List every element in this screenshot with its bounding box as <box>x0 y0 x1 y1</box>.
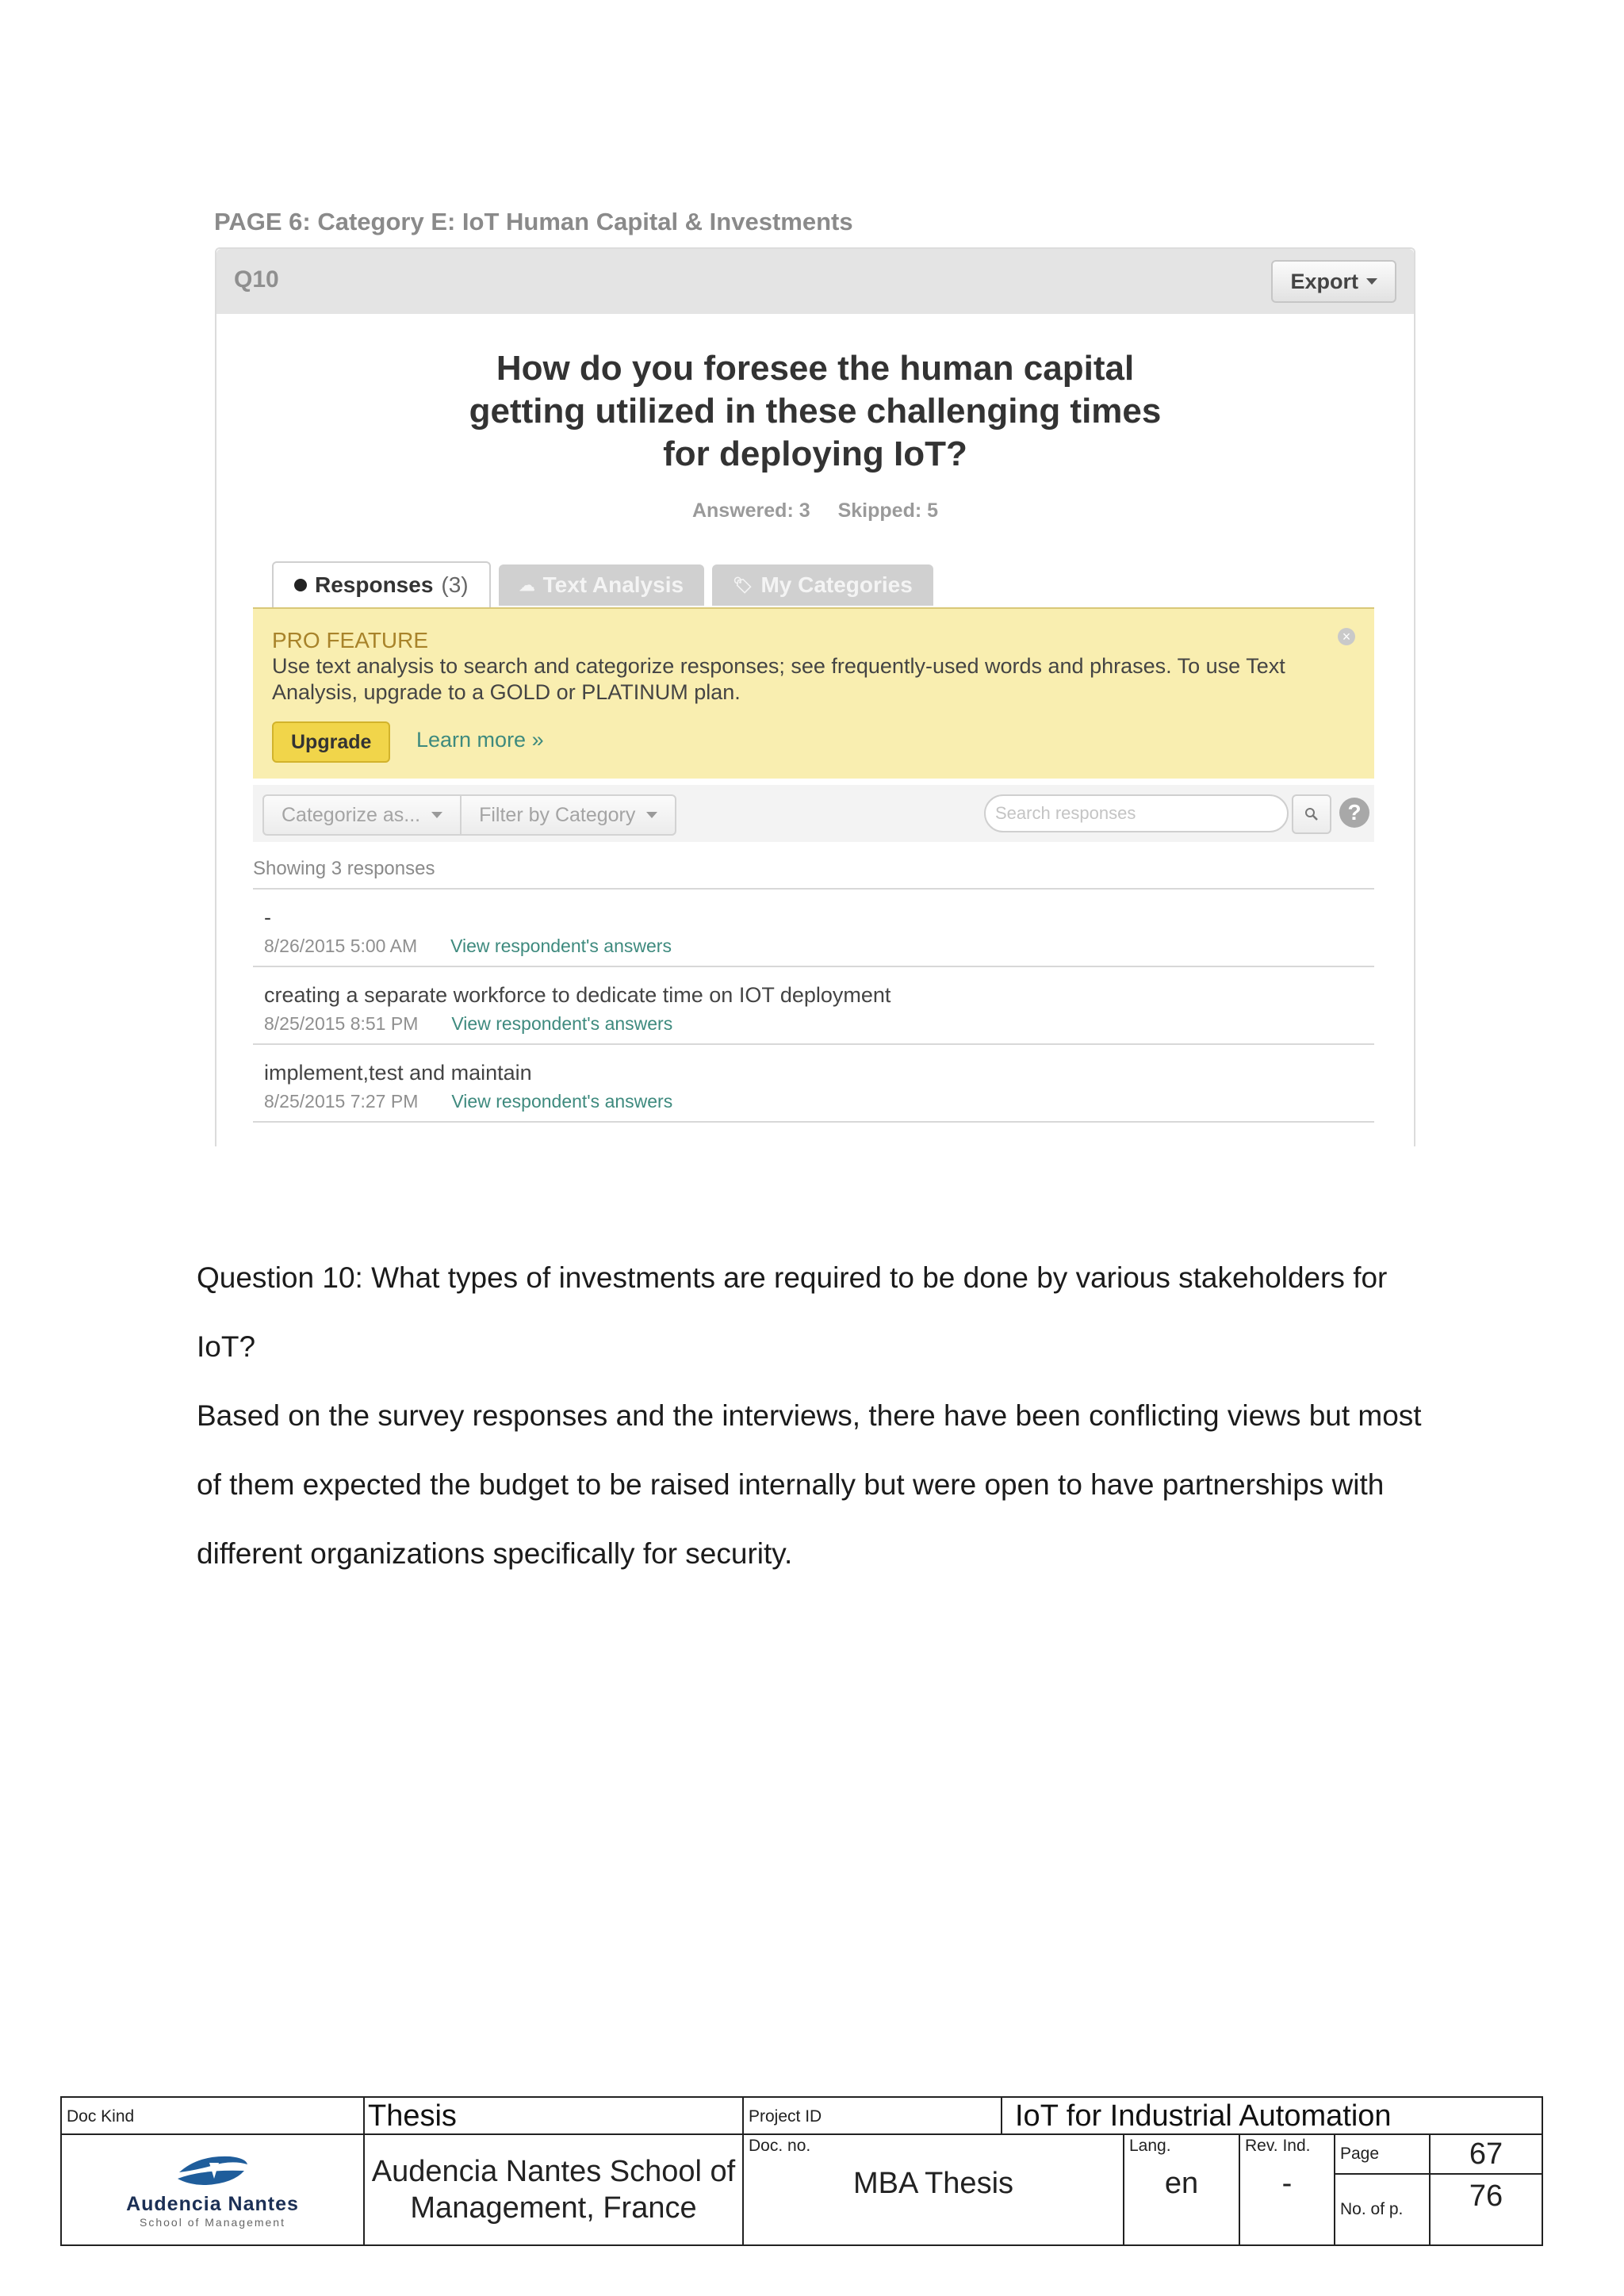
page-label: Page <box>1340 2145 1380 2163</box>
doc-kind-cell <box>61 2097 364 2134</box>
page-title: PAGE 6: Category E: IoT Human Capital & Investments <box>214 208 853 235</box>
logo-subtitle: School of Management <box>140 2215 285 2229</box>
filter-category-dropdown[interactable] <box>460 796 675 834</box>
search-icon <box>1304 807 1319 821</box>
doc-no-value: MBA Thesis <box>852 2167 1014 2200</box>
project-id-value: IoT for Industrial Automation <box>1015 2099 1392 2133</box>
panel-header <box>216 249 1414 314</box>
rev-value: - <box>1281 2167 1293 2200</box>
pages-value-cell <box>1430 2174 1542 2245</box>
doc-kind-value: Thesis <box>368 2099 457 2133</box>
chevron-down-icon <box>646 812 657 818</box>
tag-icon: 🏷 <box>733 576 753 595</box>
question-title <box>216 347 1414 476</box>
tab-label: My Categories <box>760 572 913 597</box>
response-date: 8/26/2015 5:00 AM <box>264 936 418 956</box>
page-number: 67 <box>1469 2137 1503 2171</box>
response-toolbar <box>253 785 1374 842</box>
tab-label: Responses <box>315 572 434 597</box>
help-icon[interactable]: ? <box>1339 798 1369 828</box>
pro-feature-text: Use text analysis to search and categorize responses; see frequently-used words and phrases. To use Text Analysis, upgrade to a GOLD or PLATINUM plan. <box>272 654 1285 704</box>
doc-kind-value-cell <box>364 2097 743 2134</box>
doc-kind-label: Doc Kind <box>67 2107 135 2126</box>
rev-label: Rev. Ind. <box>1245 2137 1311 2155</box>
cloud-icon: ☁ <box>519 576 535 595</box>
response-text: - <box>264 905 271 929</box>
chevron-down-icon <box>431 812 442 818</box>
page-label-cell <box>1335 2134 1430 2174</box>
pro-feature-banner <box>253 607 1374 779</box>
pages-label: No. of p. <box>1340 2200 1404 2218</box>
lang-value: en <box>1164 2167 1199 2200</box>
total-pages: 76 <box>1469 2179 1503 2213</box>
rev-cell <box>1239 2134 1335 2245</box>
question-title-text: How do you foresee the human capital getting utilized in these challenging times for deploying IoT? <box>469 349 1162 473</box>
project-id-label: Project ID <box>749 2107 822 2126</box>
body-text <box>197 1243 1450 1588</box>
audencia-logo <box>62 2152 363 2229</box>
export-button[interactable] <box>1271 260 1396 303</box>
search-button[interactable] <box>1292 794 1331 834</box>
response-stats <box>216 499 1414 522</box>
response-list <box>253 888 1374 1123</box>
page-value-cell <box>1430 2134 1542 2174</box>
survey-question-panel <box>215 247 1415 1146</box>
question-number: Q10 <box>234 266 279 293</box>
document-footer-table <box>60 2096 1543 2246</box>
doc-no-cell <box>743 2134 1124 2245</box>
filter-label: Filter by Category <box>479 803 636 826</box>
response-tabs <box>272 561 933 607</box>
learn-more-link[interactable]: Learn more » <box>416 728 544 752</box>
question-paragraph: Question 10: What types of investments are required to be done by various stakeholders for IoT? <box>197 1261 1388 1363</box>
logo-cell <box>61 2134 364 2245</box>
institution-cell <box>364 2134 743 2245</box>
pages-label-cell <box>1335 2174 1430 2245</box>
doc-no-label: Doc. no. <box>749 2137 811 2155</box>
answered-count: Answered: 3 <box>691 499 810 522</box>
close-icon[interactable]: × <box>1338 628 1355 645</box>
response-text: implement,test and maintain <box>264 1061 532 1085</box>
institution-name: Audencia Nantes School of Management, France <box>371 2155 736 2225</box>
response-date: 8/25/2015 8:51 PM <box>264 1013 419 1034</box>
categorize-label: Categorize as... <box>282 803 421 826</box>
tab-responses[interactable] <box>272 561 491 607</box>
logo-emblem-icon <box>174 2152 251 2188</box>
view-answers-link[interactable]: View respondent's answers <box>450 936 672 956</box>
view-answers-link[interactable]: View respondent's answers <box>451 1091 673 1112</box>
showing-count: Showing 3 responses <box>253 858 435 879</box>
tab-my-categories[interactable] <box>712 564 933 606</box>
response-date: 8/25/2015 7:27 PM <box>264 1091 419 1112</box>
chevron-down-icon <box>1366 278 1377 285</box>
list-item <box>253 1045 1374 1123</box>
export-label: Export <box>1290 269 1358 293</box>
response-text: creating a separate workforce to dedicate time on IOT deployment <box>264 983 891 1007</box>
project-id-value-cell <box>1002 2097 1542 2134</box>
tab-label: Text Analysis <box>542 572 684 597</box>
lang-label: Lang. <box>1129 2137 1171 2155</box>
view-answers-link[interactable]: View respondent's answers <box>451 1013 673 1034</box>
skipped-count: Skipped: 5 <box>837 499 939 522</box>
project-id-cell <box>743 2097 1002 2134</box>
bullet-icon <box>294 579 307 591</box>
tab-text-analysis[interactable] <box>499 564 704 606</box>
logo-name: Audencia Nantes <box>126 2192 299 2215</box>
tab-count: (3) <box>441 572 469 597</box>
list-item <box>253 890 1374 967</box>
answer-paragraph: Based on the survey responses and the interviews, there have been conflicting views but most of them expected the budget to be raised internally but were open to have partnerships with different organizations specifically for security. <box>197 1399 1422 1570</box>
response-meta <box>264 1091 672 1112</box>
pro-feature-title: PRO FEATURE <box>272 628 429 652</box>
response-meta <box>264 1013 672 1035</box>
filter-group <box>262 794 676 836</box>
search-input[interactable] <box>984 794 1289 832</box>
categorize-dropdown[interactable] <box>264 796 460 834</box>
lang-cell <box>1124 2134 1239 2245</box>
list-item <box>253 967 1374 1045</box>
response-meta <box>264 936 672 957</box>
upgrade-button[interactable]: Upgrade <box>272 721 390 763</box>
